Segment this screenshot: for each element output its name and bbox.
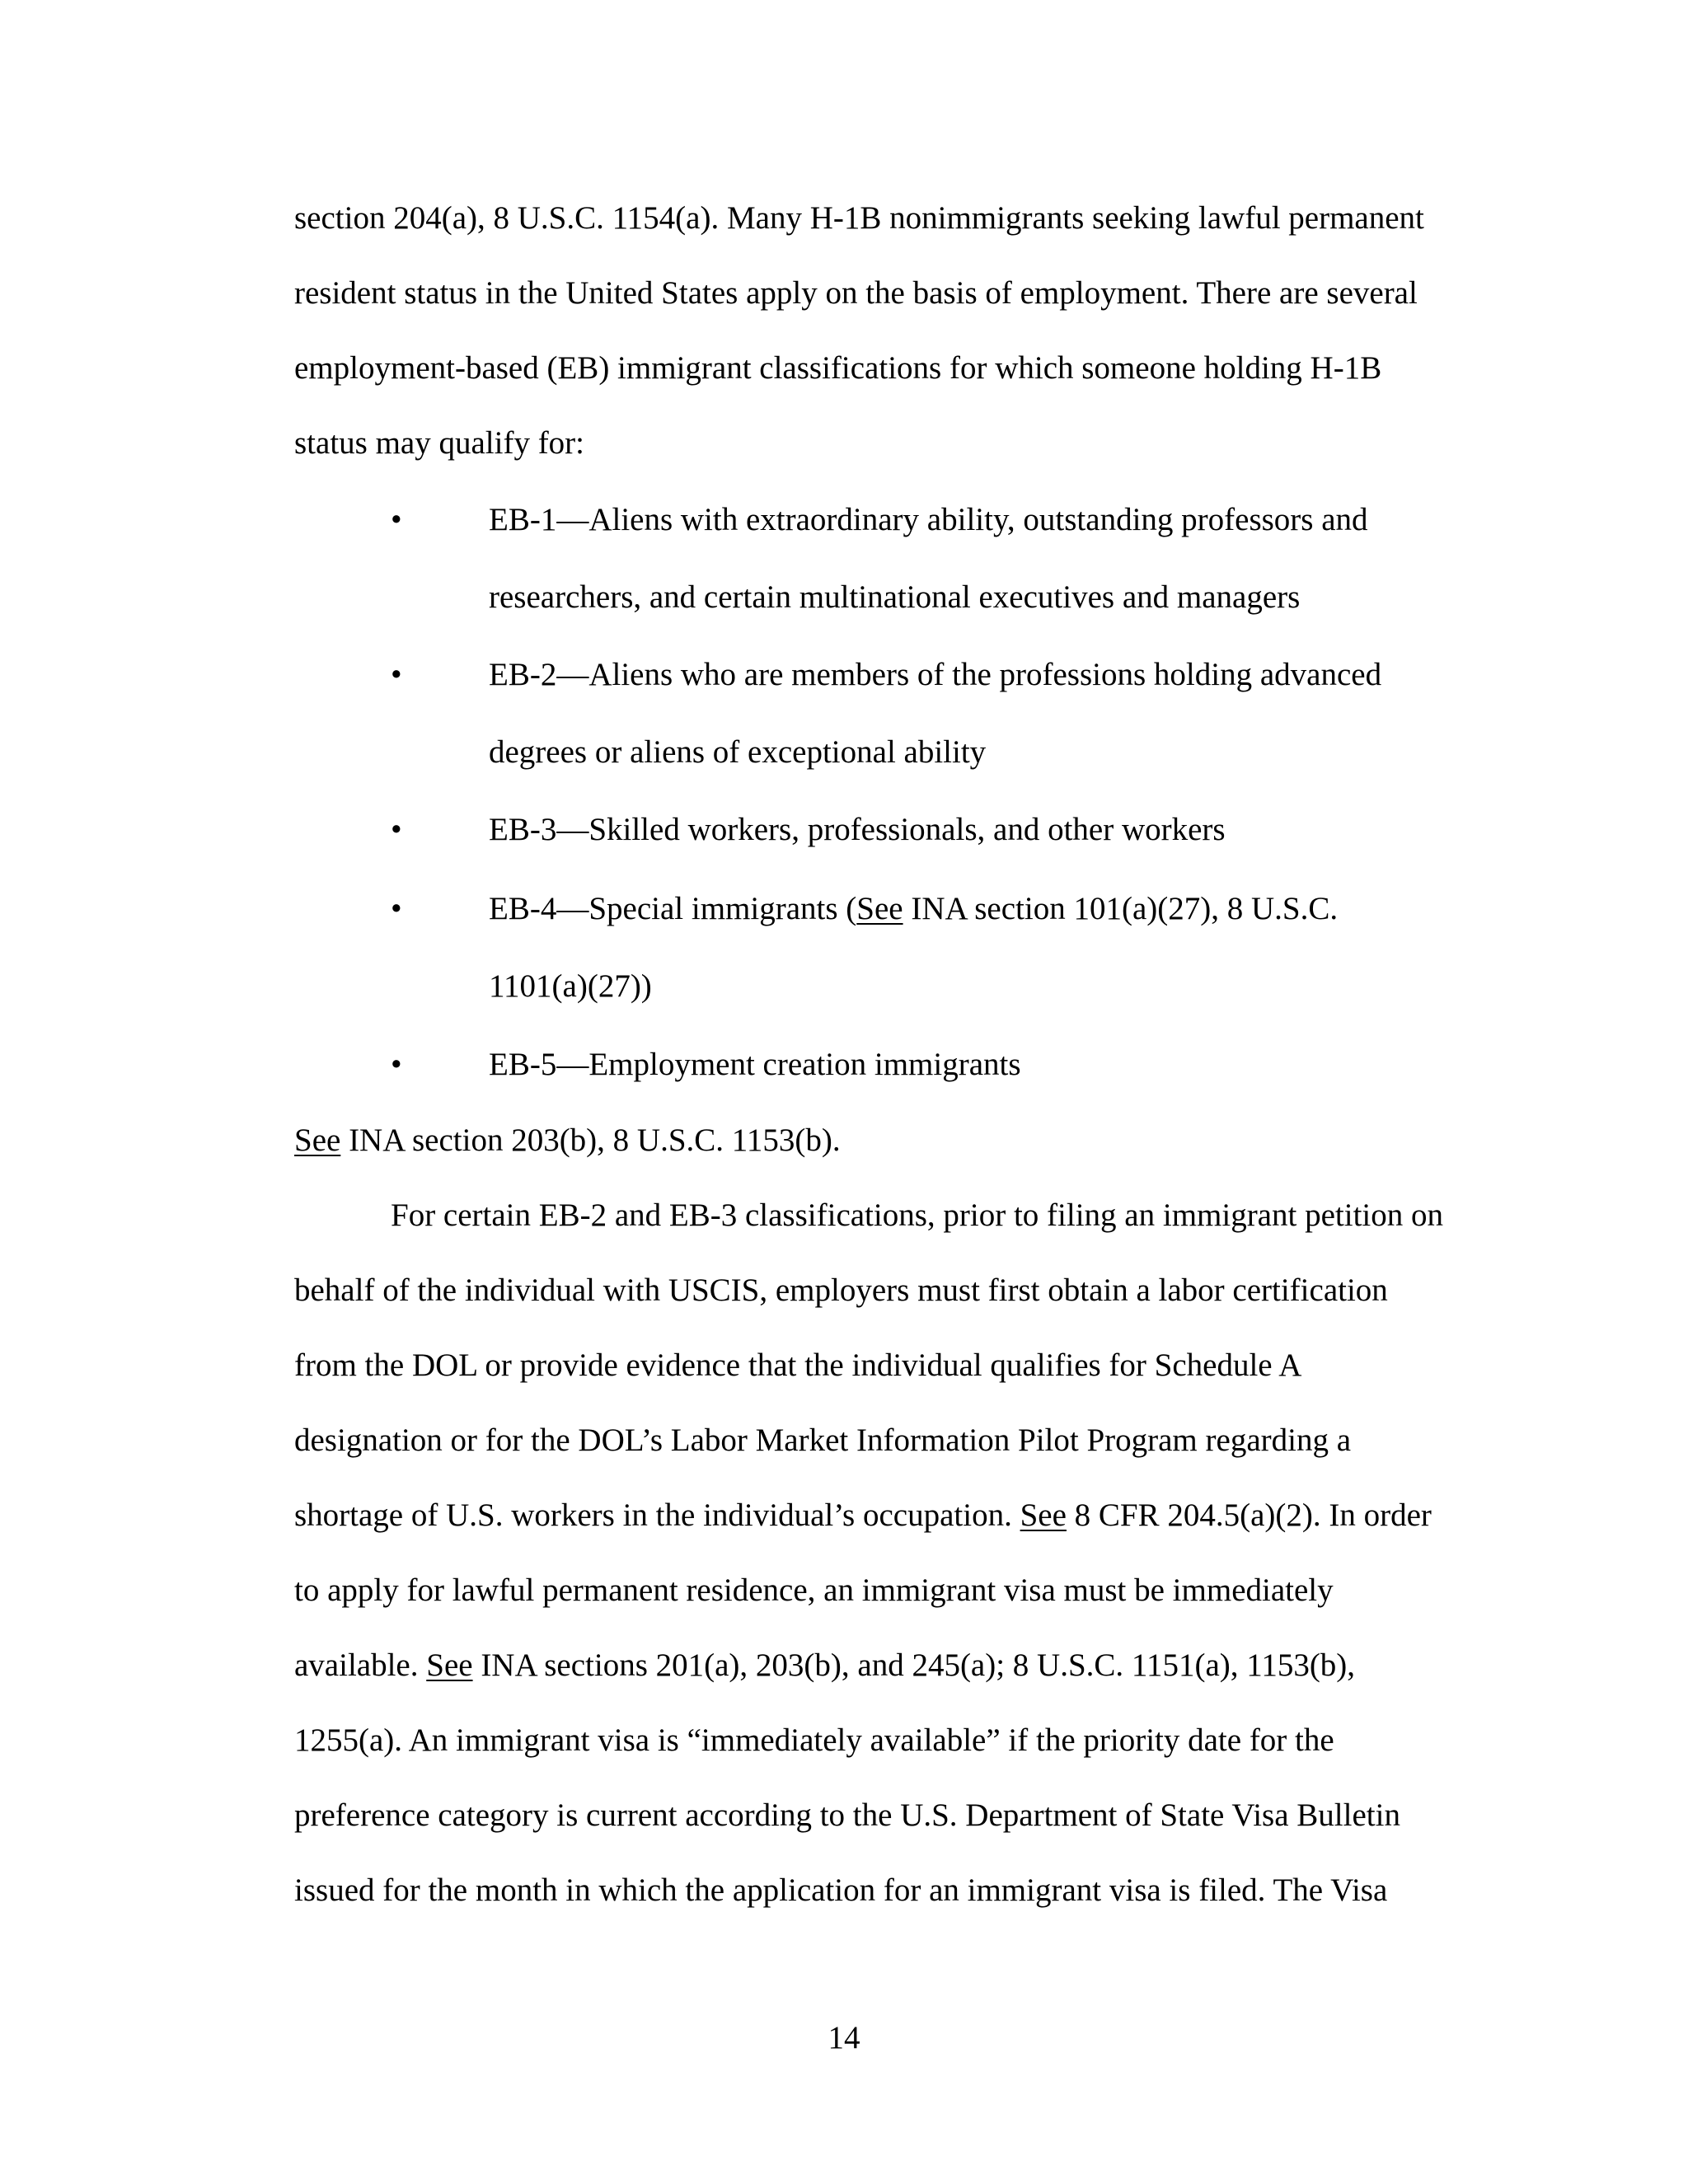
bullet-eb2-line-1: EB-2—Aliens who are members of the professions holding advanced bbox=[489, 657, 1382, 692]
bullet-icon: • bbox=[391, 502, 402, 537]
paragraph-2-line-7 bbox=[294, 1649, 1355, 1681]
citation-text: INA section 203(b), 8 U.S.C. 1153(b). bbox=[340, 1122, 841, 1158]
bullet-eb3-line-1: EB-3—Skilled workers, professionals, and other workers bbox=[489, 812, 1226, 847]
bullet-icon: • bbox=[391, 812, 402, 847]
bullet-eb4-line-2: 1101(a)(27)) bbox=[489, 968, 652, 1004]
see-reference: See bbox=[1020, 1497, 1067, 1533]
bullet-eb4-text-after: INA section 101(a)(27), 8 U.S.C. bbox=[903, 891, 1339, 926]
bullet-eb1-line-2: researchers, and certain multinational executives and managers bbox=[489, 579, 1301, 615]
page-number: 14 bbox=[828, 2020, 860, 2055]
paragraph-1-line-3: employment-based (EB) immigrant classifications for which someone holding H-1B bbox=[294, 350, 1382, 386]
paragraph-2-line-5-before: shortage of U.S. workers in the individual’s occupation. bbox=[294, 1497, 1020, 1533]
paragraph-1-line-2: resident status in the United States apply on the basis of employment. There are several bbox=[294, 275, 1418, 311]
see-reference: See bbox=[426, 1647, 473, 1683]
paragraph-2-line-3: from the DOL or provide evidence that the individual qualifies for Schedule A bbox=[294, 1347, 1302, 1383]
paragraph-2-line-8: 1255(a). An immigrant visa is “immediately available” if the priority date for the bbox=[294, 1722, 1334, 1758]
paragraph-2-line-5 bbox=[294, 1499, 1432, 1531]
bullet-icon: • bbox=[391, 891, 402, 926]
see-reference: See bbox=[856, 891, 903, 926]
paragraph-2-line-9: preference category is current according to the U.S. Department of State Visa Bulletin bbox=[294, 1797, 1400, 1833]
paragraph-2-line-7-after: INA sections 201(a), 203(b), and 245(a); 8 U.S.C. 1151(a), 1153(b), bbox=[472, 1647, 1356, 1683]
paragraph-2-line-1: For certain EB-2 and EB-3 classifications, prior to filing an immigrant petition on bbox=[391, 1197, 1443, 1233]
paragraph-2-line-7-before: available. bbox=[294, 1647, 427, 1683]
bullet-eb2-line-2: degrees or aliens of exceptional ability bbox=[489, 734, 987, 770]
paragraph-1-line-1: section 204(a), 8 U.S.C. 1154(a). Many H-1B nonimmigrants seeking lawful permanent bbox=[294, 200, 1424, 236]
paragraph-2-line-5-after: 8 CFR 204.5(a)(2). In order bbox=[1066, 1497, 1432, 1533]
paragraph-2-line-10: issued for the month in which the application for an immigrant visa is filed. The Visa bbox=[294, 1872, 1388, 1908]
bullet-icon: • bbox=[391, 657, 402, 692]
paragraph-2-line-6: to apply for lawful permanent residence, an immigrant visa must be immediately bbox=[294, 1572, 1334, 1608]
bullet-eb1-line-1: EB-1—Aliens with extraordinary ability, outstanding professors and bbox=[489, 502, 1368, 537]
paragraph-2-line-4: designation or for the DOL’s Labor Market Information Pilot Program regarding a bbox=[294, 1422, 1352, 1458]
bullet-eb5-line-1: EB-5—Employment creation immigrants bbox=[489, 1047, 1021, 1082]
bullet-icon: • bbox=[391, 1047, 402, 1082]
see-reference: See bbox=[294, 1122, 341, 1158]
paragraph-2-line-2: behalf of the individual with USCIS, employers must first obtain a labor certification bbox=[294, 1272, 1388, 1308]
citation-line bbox=[294, 1124, 841, 1156]
bullet-eb4-text-before: EB-4—Special immigrants ( bbox=[489, 891, 857, 926]
bullet-eb4-line-1 bbox=[489, 893, 1338, 925]
paragraph-1-line-4: status may qualify for: bbox=[294, 425, 585, 461]
